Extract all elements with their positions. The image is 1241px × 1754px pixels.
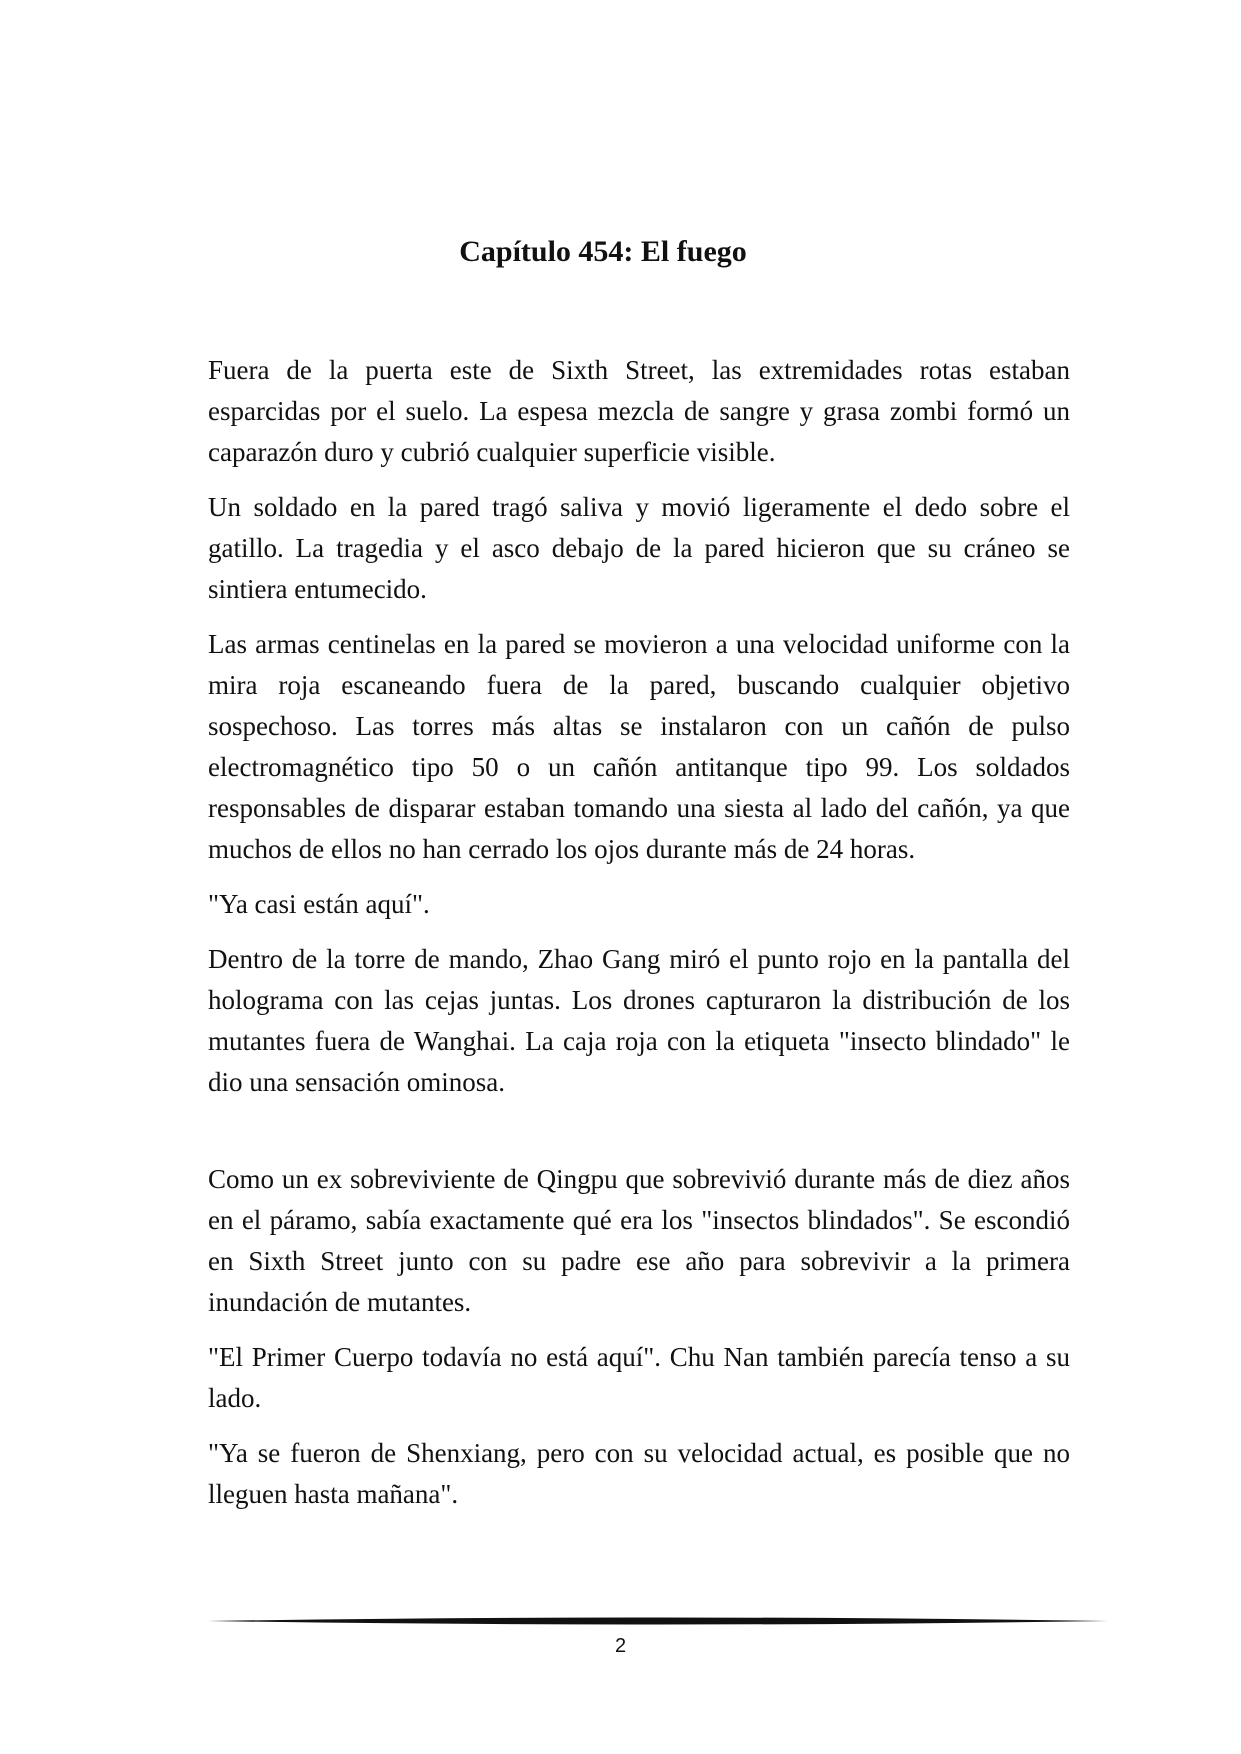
- chapter-body: [208, 350, 1070, 1529]
- paragraph-5: Dentro de la torre de mando, Zhao Gang miró el punto rojo en la pantalla del holograma con las cejas juntas. Los drones capturaron la distribución de los mutantes fuera de Wanghai. La caja roja con la etiqueta "insecto blindado" le dio una sensación ominosa.: [208, 944, 1070, 1097]
- paragraph-4: "Ya casi están aquí".: [208, 889, 430, 919]
- paragraph-2: Un soldado en la pared tragó saliva y movió ligeramente el dedo sobre el gatillo. La tragedia y el asco debajo de la pared hicieron que su cráneo se sintiera entumecido.: [208, 492, 1070, 604]
- page-number: 2: [614, 1635, 627, 1657]
- chapter-title: Capítulo 454: El fuego: [459, 235, 747, 268]
- paragraph-7: "El Primer Cuerpo todavía no está aquí". Chu Nan también parecía tenso a su lado.: [208, 1342, 1070, 1413]
- paragraph-8: "Ya se fueron de Shenxiang, pero con su velocidad actual, es posible que no lleguen hasta mañana".: [208, 1438, 1070, 1509]
- paragraph-6: Como un ex sobreviviente de Qingpu que sobrevivió durante más de diez años en el páramo, sabía exactamente qué era los "insectos blindados". Se escondió en Sixth Street junto con su padre ese año para sobrevivir a la primera inundación de mutantes.: [208, 1164, 1070, 1317]
- paragraph-3: Las armas centinelas en la pared se movieron a una velocidad uniforme con la mira roja escaneando fuera de la pared, buscando cualquier objetivo sospechoso. Las torres más altas se instalaron con un cañón de pulso electromagnético tipo 50 o un cañón antitanque tipo 99. Los soldados responsables de disparar estaban tomando una siesta al lado del cañón, ya que muchos de ellos no han cerrado los ojos durante más de 24 horas.: [208, 629, 1070, 864]
- footer-divider: [208, 1614, 1108, 1628]
- paragraph-1: Fuera de la puerta este de Sixth Street, las extremidades rotas estaban esparcidas por el suelo. La espesa mezcla de sangre y grasa zombi formó un caparazón duro y cubrió cualquier superficie visible.: [208, 355, 1070, 467]
